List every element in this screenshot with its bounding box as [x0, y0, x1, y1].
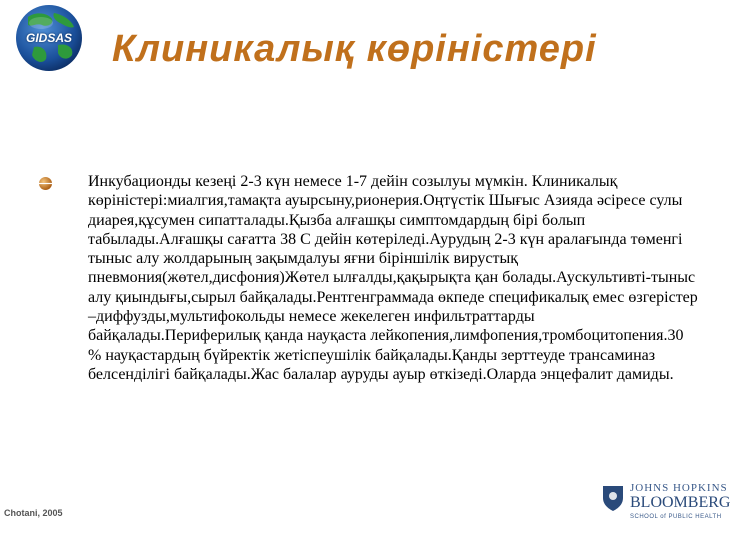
logo-text: GIDSAS [25, 31, 72, 45]
institution-logo [602, 482, 730, 538]
institution-line-2: BLOOMBERG [630, 494, 730, 511]
institution-line-3: SCHOOL of PUBLIC HEALTH [630, 514, 722, 520]
slide-title: Клиникалық көріністері [112, 28, 597, 70]
round-bullet-icon [38, 176, 53, 191]
institution-line-1: JOHNS HOPKINS [630, 482, 728, 494]
shield-icon [602, 484, 624, 512]
bullet-marker [38, 176, 53, 191]
bullet-text: Инкубационды кезеңі 2-3 күн немесе 1-7 дейін созылуы мүмкін. Клиникалық көріністері:миалгия,тамақта ауырсыну,рионерия.Оңтүстік Шығыс Азияда әсіресе сулы диарея,құсумен сипатталады.Қызба алғашқы симптомдардың бірі болып табылады.Алғашқы сағатта 38 С дейін көтеріледі.Аурудың 2-3 күн аралағында төменгі тыныс алу жолдарының зақымдалуы яғни біріншілік вирустық пневмония(жөтел,дисфония)Жөтел ылғалды,қақырықта қан болады.Аускультивті-тыныс алу қиындығы,сырыл байқалады.Рентгенграммада өкпеде спецификалық емес өзгерістер –диффузды,мультифокольды немесе жекелеген инфильтраттарды байқалады.Периферилық қанда науқаста лейкопения,лимфопения,тромбоцитопения.30 % науқастардың бүйректік жетіспеушілік байқалады.Қанды зерттеуде трансаминаз белсенділігі байқалады.Жас балалар ауруды ауыр өткізеді.Оларда энцефалит дамиды. [88, 173, 698, 383]
footer-credit: Chotani, 2005 [4, 508, 63, 518]
gidsas-logo [14, 3, 84, 73]
